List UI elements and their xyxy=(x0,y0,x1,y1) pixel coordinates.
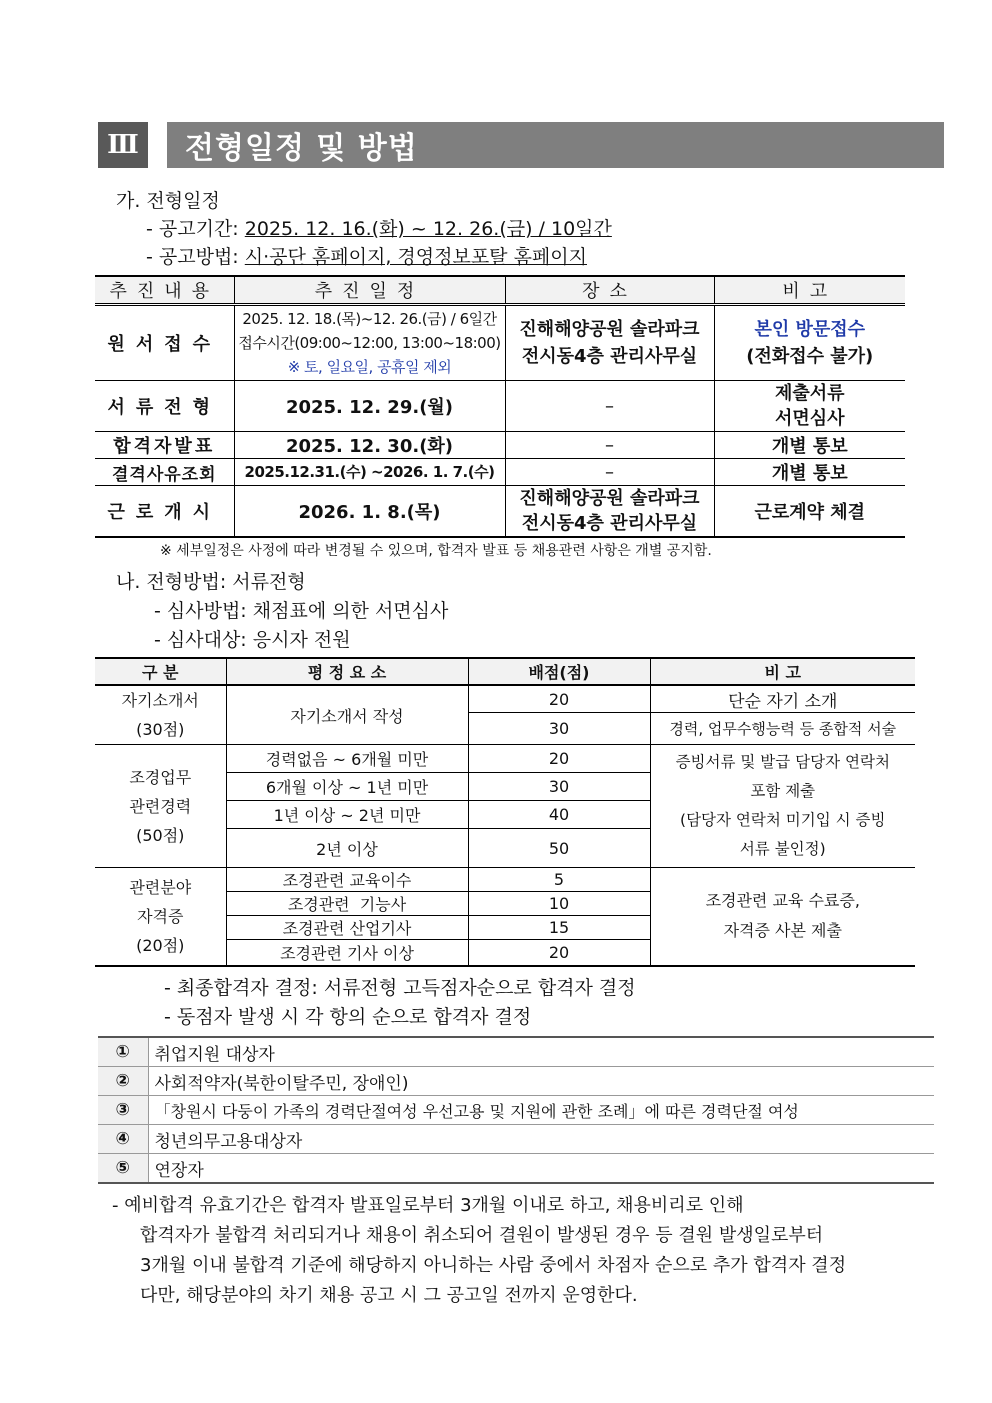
priority-number: ④ xyxy=(98,1125,148,1154)
score-cell: 15 xyxy=(468,916,650,940)
review-target: - 심사대상: 응시자 전원 xyxy=(154,629,351,651)
note-line: (전화접수 불가) xyxy=(746,346,874,367)
row-date: 2025.12.31.(수) ~2026. 1. 7.(수) xyxy=(234,459,505,486)
group-name-line: (30점) xyxy=(136,720,185,739)
header-place: 장소 xyxy=(505,276,714,305)
row-note xyxy=(714,381,905,432)
score-cell: 20 xyxy=(468,745,650,773)
note-line: 제출서류 xyxy=(774,383,845,404)
factor-cell: 조경관련 기사 이상 xyxy=(226,940,468,966)
row-item: 원서접수 xyxy=(95,305,234,381)
row-item: 합격자발표 xyxy=(95,432,234,459)
final-decision: - 최종합격자 결정: 서류전형 고득점자순으로 합격자 결정 xyxy=(164,977,636,999)
priority-text: 「창원시 다둥이 가족의 경력단절여성 우선고용 및 지원에 관한 조례」에 따른 경력단절 여성 xyxy=(148,1096,934,1125)
header-category: 구 분 xyxy=(95,658,226,685)
row-item: 근로개시 xyxy=(95,486,234,538)
table-row xyxy=(98,1067,934,1096)
score-cell: 40 xyxy=(468,801,650,829)
table-row xyxy=(95,486,905,538)
header-item: 추진내용 xyxy=(95,276,234,305)
place-line: 전시동4층 관리사무실 xyxy=(521,346,698,367)
row-note xyxy=(714,305,905,381)
table-row xyxy=(95,381,905,432)
remark-line: 서류 불인정) xyxy=(739,840,826,858)
schedule-header-row xyxy=(95,276,905,305)
remark-line: (담당자 연락처 미기입 시 증빙 xyxy=(680,811,886,829)
group-name-line: 관련경력 xyxy=(129,796,192,816)
table-row xyxy=(95,459,905,486)
review-method: - 심사방법: 채점표에 의한 서면심사 xyxy=(154,600,449,622)
group-name-line: (50점) xyxy=(136,825,185,845)
notice-method-label: - 공고방법: xyxy=(146,246,245,268)
table-row xyxy=(95,432,905,459)
place-line: 진해해양공원 솔라파크 xyxy=(519,319,700,340)
note-line: 서면심사 xyxy=(774,408,845,429)
reserve-line: 다만, 해당분야의 차기 채용 공고 시 그 공고일 전까지 운영한다. xyxy=(140,1285,638,1306)
group-name-line: 조경업무 xyxy=(129,767,192,787)
row-note: 근로계약 체결 xyxy=(714,486,905,538)
group-name xyxy=(95,685,226,745)
remark-cell xyxy=(650,745,915,868)
group-name-line: 자기소개서 xyxy=(121,691,199,710)
table-row xyxy=(98,1154,934,1184)
table-row xyxy=(98,1096,934,1125)
tie-rule: - 동점자 발생 시 각 항의 순으로 합격자 결정 xyxy=(164,1006,532,1028)
reserve-line: 3개월 이내 불합격 기준에 해당하지 아니하는 사람 중에서 차점자 순으로 추가 합격자 결정 xyxy=(140,1255,847,1276)
header-score: 배점(점) xyxy=(468,658,650,685)
row-date: 2025. 12. 29.(월) xyxy=(234,381,505,432)
row-date: 2026. 1. 8.(목) xyxy=(234,486,505,538)
notice-period xyxy=(146,214,612,241)
section-number: Ⅲ xyxy=(98,122,148,168)
score-cell: 20 xyxy=(468,940,650,966)
place-line: 전시동4층 관리사무실 xyxy=(521,513,698,534)
note-line: 본인 방문접수 xyxy=(754,319,866,340)
header-factor: 평 정 요 소 xyxy=(226,658,468,685)
row-date xyxy=(234,305,505,381)
remark-cell xyxy=(650,868,915,966)
scoring-table xyxy=(95,657,915,967)
row-note: 개별 통보 xyxy=(714,459,905,486)
header-date: 추진일정 xyxy=(234,276,505,305)
score-cell: 30 xyxy=(468,713,650,745)
factor-cell: 경력없음 ~ 6개월 미만 xyxy=(226,745,468,773)
group-name-line: 자격증 xyxy=(137,906,184,926)
row-note: 개별 통보 xyxy=(714,432,905,459)
priority-number: ② xyxy=(98,1067,148,1096)
factor-cell: 자기소개서 작성 xyxy=(226,685,468,745)
reserve-line: - 예비합격 유효기간은 합격자 발표일로부터 3개월 이내로 하고, 채용비리로 인해 xyxy=(112,1195,744,1216)
priority-number: ③ xyxy=(98,1096,148,1125)
table-row xyxy=(95,305,905,381)
priority-number: ① xyxy=(98,1037,148,1067)
subsection-b-title: 나. 전형방법: 서류전형 xyxy=(116,571,306,593)
notice-period-label: - 공고기간: xyxy=(146,218,245,240)
schedule-table xyxy=(95,275,905,538)
factor-cell: 2년 이상 xyxy=(226,829,468,868)
reserve-line: 합격자가 불합격 처리되거나 채용이 취소되어 결원이 발생된 경우 등 결원 발생일로부터 xyxy=(140,1225,824,1246)
row-place xyxy=(505,305,714,381)
priority-number: ⑤ xyxy=(98,1154,148,1184)
table-row xyxy=(95,685,915,713)
header-remark: 비 고 xyxy=(650,658,915,685)
group-name xyxy=(95,745,226,868)
notice-method-value: 시·공단 홈페이지, 경영정보포탈 홈페이지 xyxy=(244,246,587,268)
section-title: 전형일정 및 방법 xyxy=(167,122,944,168)
remark-line: 포함 제출 xyxy=(750,782,816,800)
remark-line: 증빙서류 및 발급 담당자 연락처 xyxy=(675,753,890,771)
row-item: 결격사유조회 xyxy=(95,459,234,486)
scoring-header-row xyxy=(95,658,915,685)
row-date: 2025. 12. 30.(화) xyxy=(234,432,505,459)
table-row xyxy=(95,745,915,773)
table-row xyxy=(95,868,915,892)
table-row xyxy=(98,1125,934,1154)
reserve-paragraph xyxy=(112,1191,846,1311)
priority-text: 취업지원 대상자 xyxy=(148,1037,934,1067)
date-exclusion-note: ※ 토, 일요일, 공휴일 제외 xyxy=(287,358,452,376)
factor-cell: 1년 이상 ~ 2년 미만 xyxy=(226,801,468,829)
date-line: 접수시간(09:00~12:00, 13:00~18:00) xyxy=(238,334,501,352)
row-place: – xyxy=(505,381,714,432)
score-cell: 30 xyxy=(468,773,650,801)
schedule-footnote: ※ 세부일정은 사정에 따라 변경될 수 있으며, 합격자 발표 등 채용관련 사항은 개별 공지함. xyxy=(160,543,712,559)
score-cell: 10 xyxy=(468,892,650,916)
priority-text: 청년의무고용대상자 xyxy=(148,1125,934,1154)
notice-period-value: 2025. 12. 16.(화) ~ 12. 26.(금) / 10일간 xyxy=(244,218,612,240)
header-note: 비고 xyxy=(714,276,905,305)
remark-line: 조경관련 교육 수료증, xyxy=(705,891,860,911)
group-name xyxy=(95,868,226,966)
row-place xyxy=(505,486,714,538)
priority-text: 연장자 xyxy=(148,1154,934,1184)
factor-cell: 6개월 이상 ~ 1년 미만 xyxy=(226,773,468,801)
table-row xyxy=(98,1037,934,1067)
priority-text: 사회적약자(북한이탈주민, 장애인) xyxy=(148,1067,934,1096)
group-name-line: 관련분야 xyxy=(129,877,192,897)
remark-cell: 단순 자기 소개 xyxy=(650,685,915,713)
score-cell: 50 xyxy=(468,829,650,868)
remark-cell: 경력, 업무수행능력 등 종합적 서술 xyxy=(650,713,915,745)
score-cell: 5 xyxy=(468,868,650,892)
score-cell: 20 xyxy=(468,685,650,713)
row-place: – xyxy=(505,432,714,459)
date-line: 2025. 12. 18.(목)~12. 26.(금) / 6일간 xyxy=(242,310,497,328)
row-item: 서류전형 xyxy=(95,381,234,432)
subsection-a-title: 가. 전형일정 xyxy=(116,190,220,212)
group-name-line: (20점) xyxy=(136,935,185,955)
place-line: 진해해양공원 솔라파크 xyxy=(519,488,700,509)
notice-method xyxy=(146,242,587,269)
row-place: – xyxy=(505,459,714,486)
priority-table xyxy=(98,1036,934,1184)
factor-cell: 조경관련 기능사 xyxy=(226,892,468,916)
factor-cell: 조경관련 교육이수 xyxy=(226,868,468,892)
remark-line: 자격증 사본 제출 xyxy=(723,921,842,941)
factor-cell: 조경관련 산업기사 xyxy=(226,916,468,940)
